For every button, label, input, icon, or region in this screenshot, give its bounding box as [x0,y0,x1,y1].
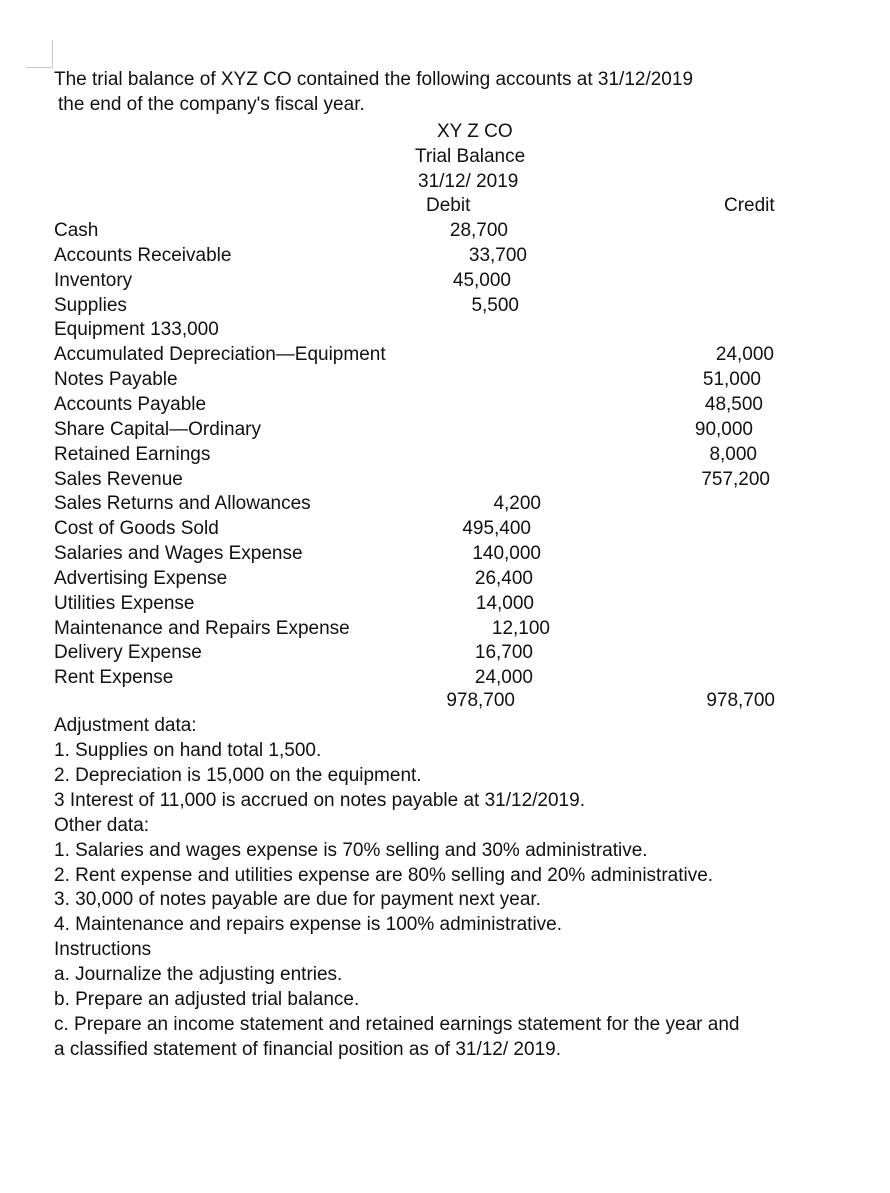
debit-amount: 4,200 [493,493,541,514]
debit-amount: 140,000 [472,543,541,564]
account-name: Delivery Expense [54,642,202,663]
debit-amount: 495,400 [462,518,531,539]
account-name: Utilities Expense [54,593,195,614]
credit-amount: 8,000 [709,444,757,465]
account-name: Salaries and Wages Expense [54,543,303,564]
credit-amount: 757,200 [701,469,770,490]
debit-amount: 26,400 [474,568,533,589]
debit-amount: 14,000 [475,593,534,614]
account-name: Cost of Goods Sold [54,518,219,539]
account-name: Equipment 133,000 [54,319,219,340]
debit-amount: 5,500 [471,295,519,316]
adjustment-item: 3 Interest of 11,000 is accrued on notes payable at 31/12/2019. [54,790,585,811]
credit-amount: 48,500 [704,394,763,415]
instruction-item: c. Prepare an income statement and retained earnings statement for the year and [54,1014,740,1035]
statement-date: 31/12/ 2019 [418,171,519,192]
total-debit: 978,700 [446,690,515,711]
debit-amount: 16,700 [474,642,533,663]
other-data-item: 3. 30,000 of notes payable are due for payment next year. [54,889,541,910]
account-name: Inventory [54,270,133,291]
debit-amount: 24,000 [474,667,533,688]
adjustment-heading: Adjustment data: [54,715,197,736]
other-data-item: 1. Salaries and wages expense is 70% selling and 30% administrative. [54,840,648,861]
account-name: Share Capital—Ordinary [54,419,261,440]
account-name: Accounts Receivable [54,245,232,266]
credit-amount: 51,000 [702,369,761,390]
instruction-item: a classified statement of financial position as of 31/12/ 2019. [54,1039,561,1060]
account-name: Sales Returns and Allowances [54,493,311,514]
statement-title: Trial Balance [415,146,526,167]
account-name: Sales Revenue [54,469,183,490]
credit-header: Credit [724,195,775,216]
total-credit: 978,700 [706,690,775,711]
debit-amount: 12,100 [491,618,550,639]
account-name: Retained Earnings [54,444,211,465]
debit-amount: 33,700 [468,245,527,266]
other-data-item: 4. Maintenance and repairs expense is 100% administrative. [54,914,563,935]
other-data-item: 2. Rent expense and utilities expense are 80% selling and 20% administrative. [54,865,714,886]
adjustment-item: 1. Supplies on hand total 1,500. [54,740,322,761]
debit-header: Debit [426,195,471,216]
account-name: Maintenance and Repairs Expense [54,618,350,639]
credit-amount: 24,000 [715,344,774,365]
intro-line: The trial balance of XYZ CO contained the following accounts at 31/12/2019 [54,69,694,90]
page-corner-mark [26,67,52,68]
other-data-heading: Other data: [54,815,150,836]
account-name: Accumulated Depreciation—Equipment [54,344,386,365]
company-name: XY Z CO [437,121,513,142]
adjustment-item: 2. Depreciation is 15,000 on the equipment. [54,765,422,786]
account-name: Advertising Expense [54,568,228,589]
debit-amount: 28,700 [449,220,508,241]
account-name: Cash [54,220,99,241]
account-name: Accounts Payable [54,394,207,415]
instruction-item: a. Journalize the adjusting entries. [54,964,343,985]
instruction-item: b. Prepare an adjusted trial balance. [54,989,360,1010]
instructions-heading: Instructions [54,939,152,960]
account-name: Rent Expense [54,667,174,688]
debit-amount: 45,000 [452,270,511,291]
intro-line: the end of the company's fiscal year. [58,94,365,115]
page-corner-mark [52,40,53,68]
credit-amount: 90,000 [694,419,753,440]
account-name: Supplies [54,295,127,316]
account-name: Notes Payable [54,369,178,390]
